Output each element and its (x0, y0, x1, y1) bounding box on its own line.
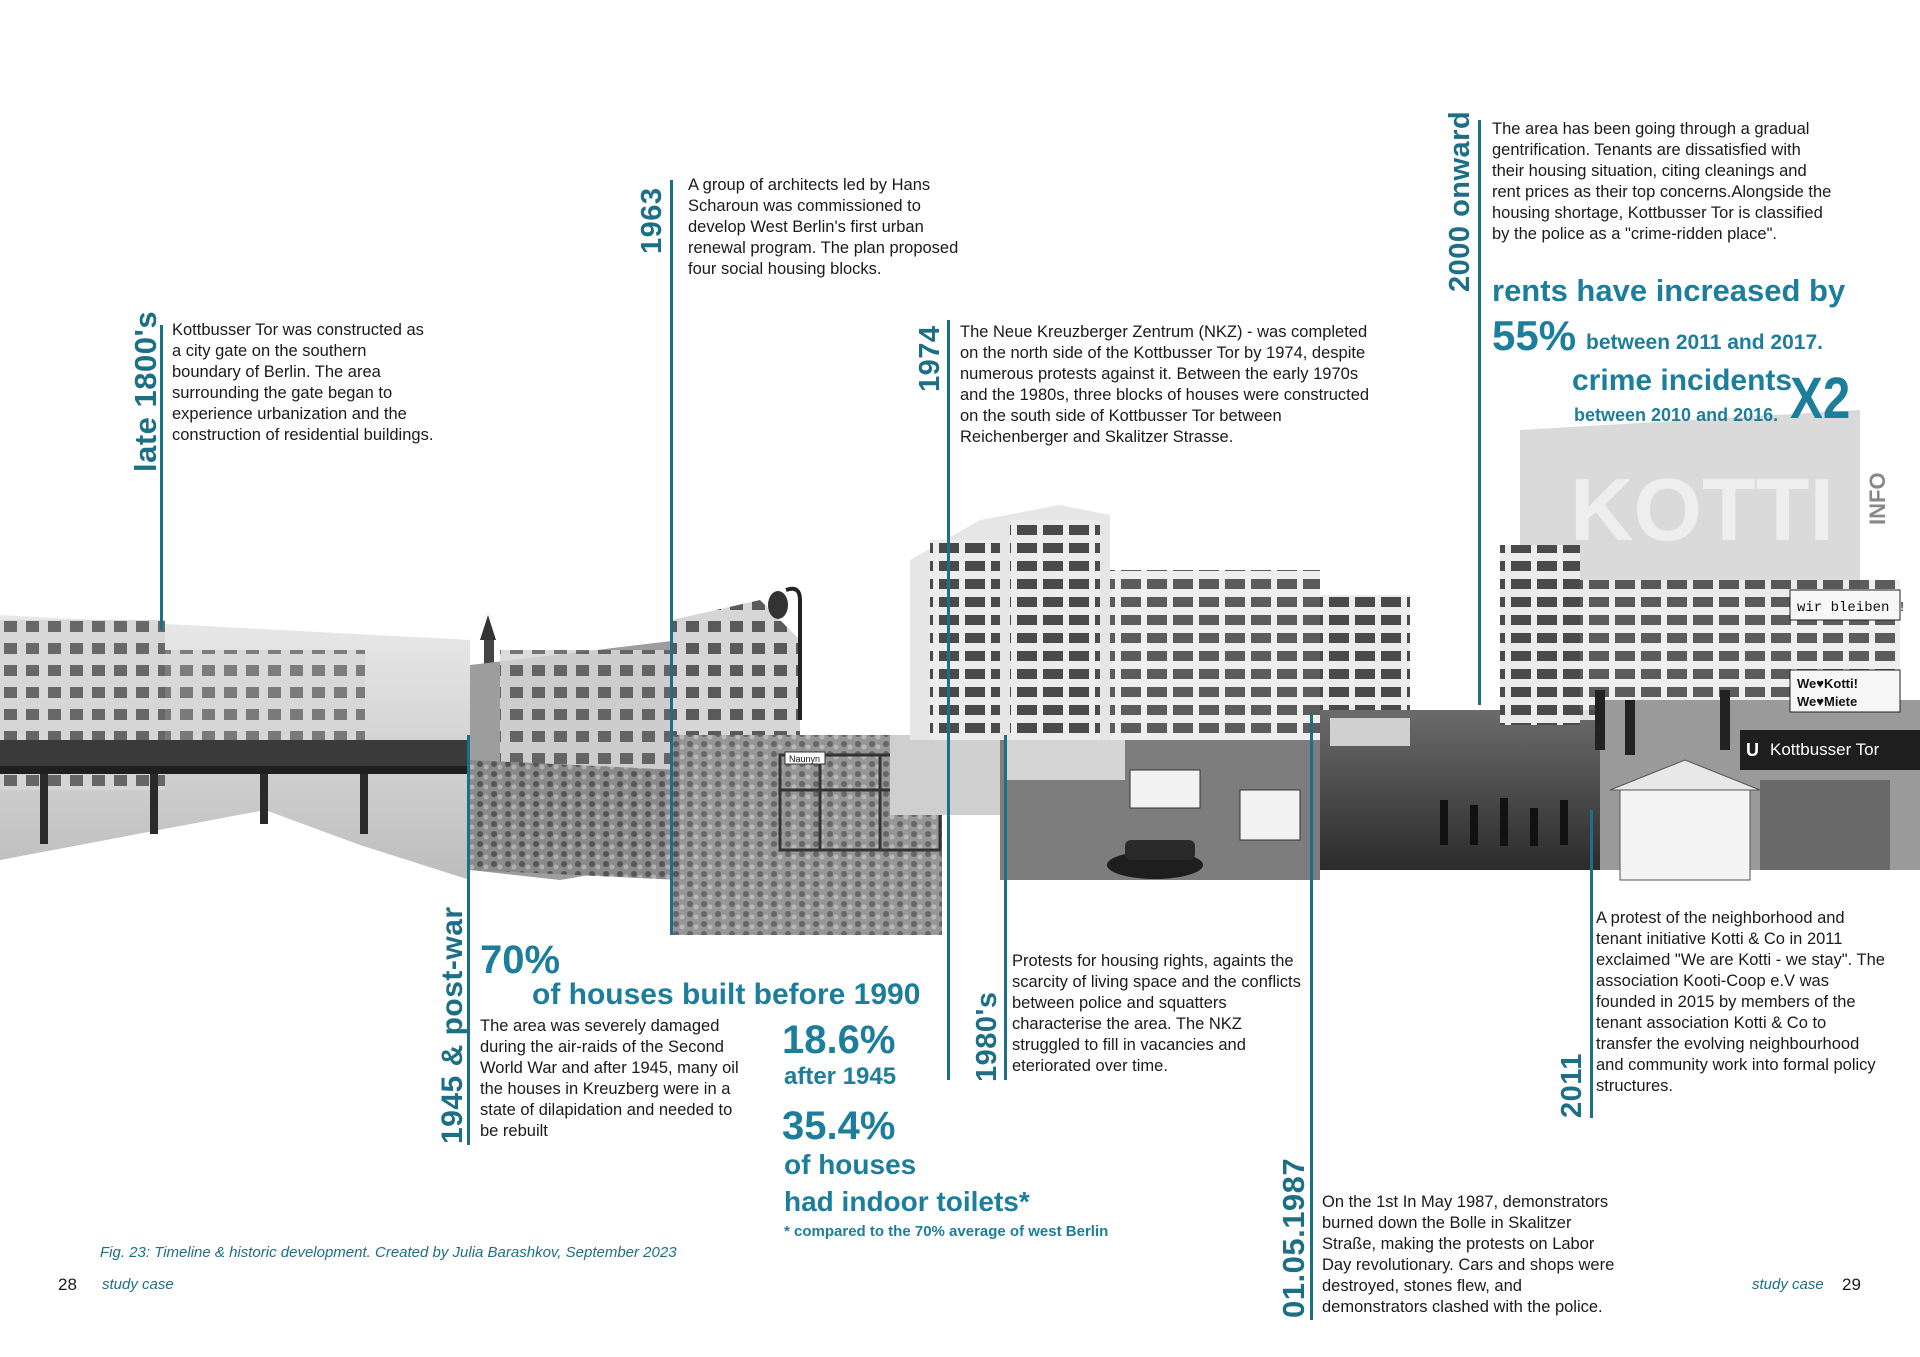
stat-354-label1: of houses (784, 1149, 917, 1180)
stat-crime-value: X2 (1790, 366, 1851, 431)
stat-354-value: 35.4% (782, 1104, 896, 1148)
sign-we-miete: We♥Miete (1797, 694, 1858, 709)
stat-rents-period: between 2011 and 2017. (1586, 331, 1823, 354)
text-postwar: The area was severely damaged during the air-raids of the Second World War and after 1945, many oil the houses in Kreuzberg were in a state of dilapidation and needed to be rebuilt (480, 1017, 739, 1140)
timeline-line-2011 (1590, 810, 1593, 1118)
timeline-line-1974 (947, 320, 950, 1080)
page-number-right: 29 (1842, 1275, 1861, 1294)
photo-elevated-railway (0, 615, 496, 880)
stat-70-value: 70% (480, 938, 561, 982)
text-1987: On the 1st In May 1987, demonstrators burned down the Bolle in Skalitzer Straße, making the protests on Labor Day revolutionary. Cars and shops were destroyed, stones flew, and demonstrators clashed with the police. (1322, 1193, 1615, 1316)
year-1963: 1963 (636, 187, 668, 254)
stat-354-label2: had indoor toilets* (784, 1186, 1030, 1217)
stat-crime-label: crime incidents (1572, 364, 1793, 397)
year-1974: 1974 (914, 325, 946, 392)
stat-70-label: of houses built before 1990 (532, 978, 921, 1011)
sign-we-kotti: We♥Kotti! (1797, 676, 1858, 691)
sign-naunyn: Naunyn (789, 754, 821, 764)
section-label-left: study case (102, 1276, 174, 1293)
year-1987: 01.05.1987 (1276, 1157, 1311, 1318)
text-1980s: Protests for housing rights, againts the scarcity of living space and the conflicts between police and squatters characterise the area. The NKZ struggled to fill in vacancies and eteriorated over time. (1012, 952, 1301, 1075)
photo-war-rubble (470, 640, 680, 880)
text-1974: The Neue Kreuzberger Zentrum (NKZ) - was completed on the north side of the Kottbusser Tor by 1974, despite numerous protests against it. Between the early 1970s and the 1980s, three blocks of houses were constructed on the south side of Kottbusser Tor between Reichenberger and Skalitzer Strasse. (960, 323, 1370, 446)
text-1963: A group of architects led by Hans Scharoun was commissioned to develop West Berlin's first urban renewal program. The plan proposed four social housing blocks. (688, 176, 959, 278)
year-2000: 2000 onward (1444, 110, 1476, 292)
sign-kotti: KOTTI (1570, 460, 1834, 559)
text-2000: The area has been going through a gradual gentrification. Tenants are dissatisfied with their housing situation, citing cleanings and rent prices as their top concerns.Alongside the housing shortage, Kottbusser Tor is classified by the police as a "crime-ridden place". (1492, 120, 1832, 243)
timeline-line-1963 (670, 180, 673, 935)
year-late1800: late 1800's (128, 310, 163, 472)
stat-rents-label: rents have increased by (1492, 273, 1846, 308)
sign-station: Kottbusser Tor (1770, 740, 1880, 759)
year-2011: 2011 (1556, 1053, 1588, 1118)
year-postwar: 1945 & post-war (436, 906, 469, 1144)
sign-u: U (1746, 740, 1759, 760)
sign-info: INFO (1865, 472, 1890, 525)
photo-nkz-building (910, 505, 1320, 880)
section-label-right: study case (1752, 1276, 1824, 1293)
year-1980s: 1980's (971, 991, 1003, 1082)
timeline-line-1980s (1004, 735, 1007, 1080)
timeline-line-2000 (1478, 120, 1481, 705)
stat-354-note: * compared to the 70% average of west Berlin (784, 1223, 1109, 1240)
sign-wir-bleiben: wir bleiben ! (1797, 600, 1907, 616)
stat-rents-value: 55% (1492, 312, 1577, 359)
stat-crime-period: between 2010 and 2016. (1574, 405, 1779, 425)
text-2011: A protest of the neighborhood and tenant initiative Kotti & Co in 2011 exclaimed "We are Kotti - we stay". The association Kooti-Coop e.V was founded in 2015 by members of the tenant association Kotti & Co to transfer the evolving neighbourhood and community work into formal policy structures. (1596, 909, 1885, 1095)
stat-186-label: after 1945 (784, 1063, 897, 1090)
stat-186-value: 18.6% (782, 1018, 896, 1062)
text-late1800: Kottbusser Tor was constructed as a city gate on the southern boundary of Berlin. The area surrounding the gate began to experience urbanization and the construction of residential buildings. (172, 321, 434, 444)
figure-caption: Fig. 23: Timeline & historic development. Created by Julia Barashkov, September 2023 (100, 1244, 677, 1261)
page-number-left: 28 (58, 1275, 77, 1294)
